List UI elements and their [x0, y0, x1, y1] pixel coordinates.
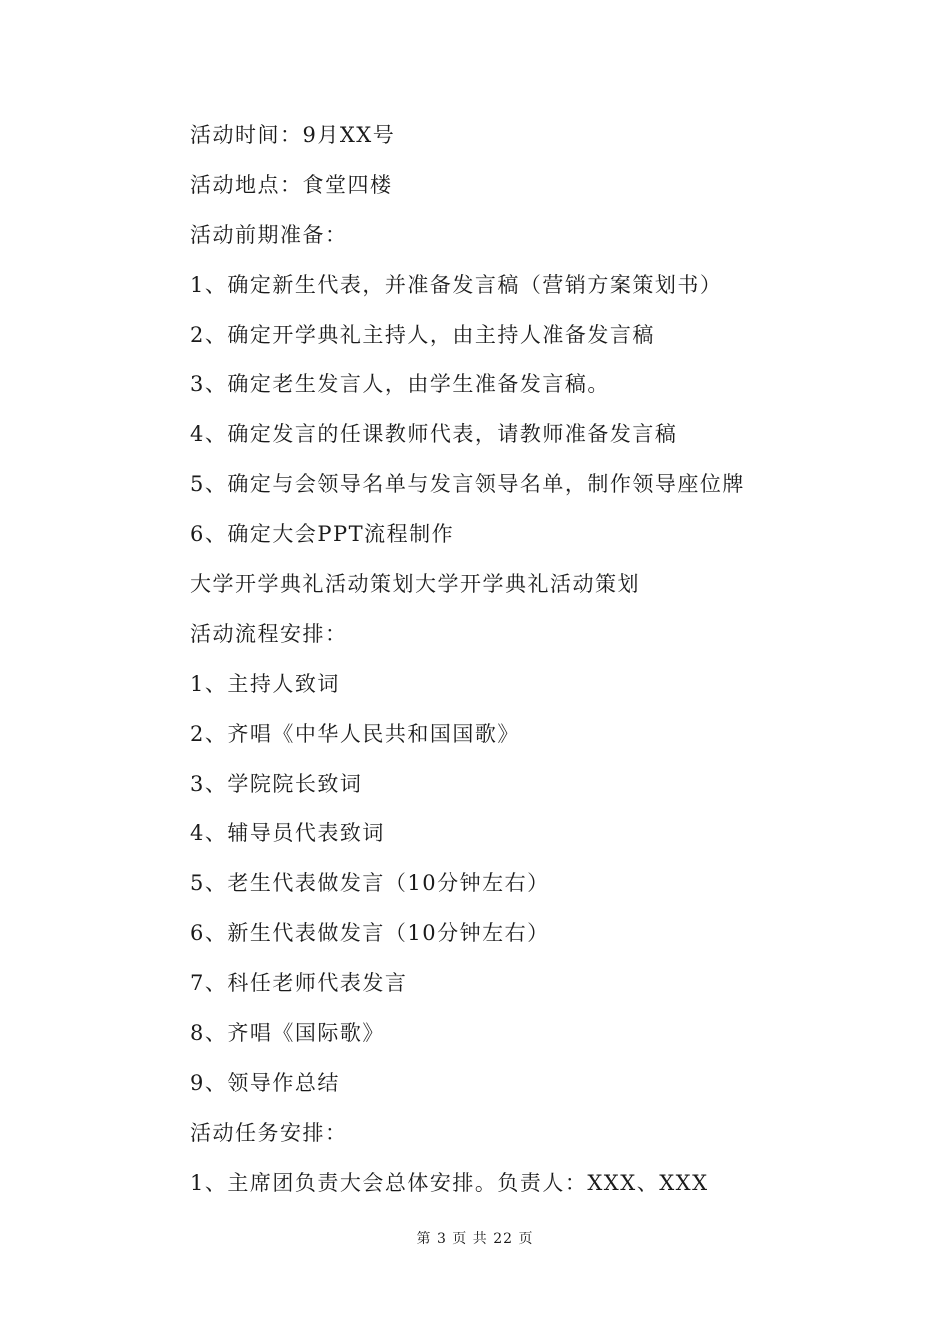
preparation-item-4: 4、确定发言的任课教师代表，请教师准备发言稿 [190, 422, 678, 447]
page-footer: 第 3 页 共 22 页 [416, 1231, 534, 1247]
preparation-item-6: 6、确定大会PPT流程制作 [190, 522, 455, 547]
process-item-7: 7、科任老师代表发言 [190, 971, 408, 996]
preparation-item-2: 2、确定开学典礼主持人，由主持人准备发言稿 [190, 322, 655, 347]
process-item-5: 5、老生代表做发言（10分钟左右） [190, 871, 550, 896]
process-item-6: 6、新生代表做发言（10分钟左右） [190, 921, 550, 946]
process-heading: 活动流程安排： [190, 621, 348, 646]
process-item-9: 9、领导作总结 [190, 1070, 340, 1095]
preparation-item-1: 1、确定新生代表，并准备发言稿（营销方案策划书） [190, 272, 723, 297]
process-item-8: 8、齐唱《国际歌》 [190, 1021, 385, 1046]
process-item-2: 2、齐唱《中华人民共和国国歌》 [190, 721, 520, 746]
task-heading: 活动任务安排： [190, 1120, 348, 1145]
preparation-item-5: 5、确定与会领导名单与发言领导名单，制作领导座位牌 [190, 472, 745, 497]
section-title-line: 大学开学典礼活动策划大学开学典礼活动策划 [190, 572, 640, 597]
process-item-4: 4、辅导员代表致词 [190, 821, 385, 846]
process-item-1: 1、主持人致词 [190, 671, 340, 696]
activity-time-line: 活动时间：9月XX号 [190, 123, 396, 147]
task-item-1: 1、主席团负责大会总体安排。负责人：XXX、XXX [190, 1170, 709, 1195]
document-body [190, 115, 870, 1213]
preparation-heading: 活动前期准备： [190, 222, 348, 247]
activity-location-line: 活动地点：食堂四楼 [190, 172, 393, 197]
process-item-3: 3、学院院长致词 [190, 771, 363, 796]
preparation-item-3: 3、确定老生发言人，由学生准备发言稿。 [190, 372, 610, 397]
